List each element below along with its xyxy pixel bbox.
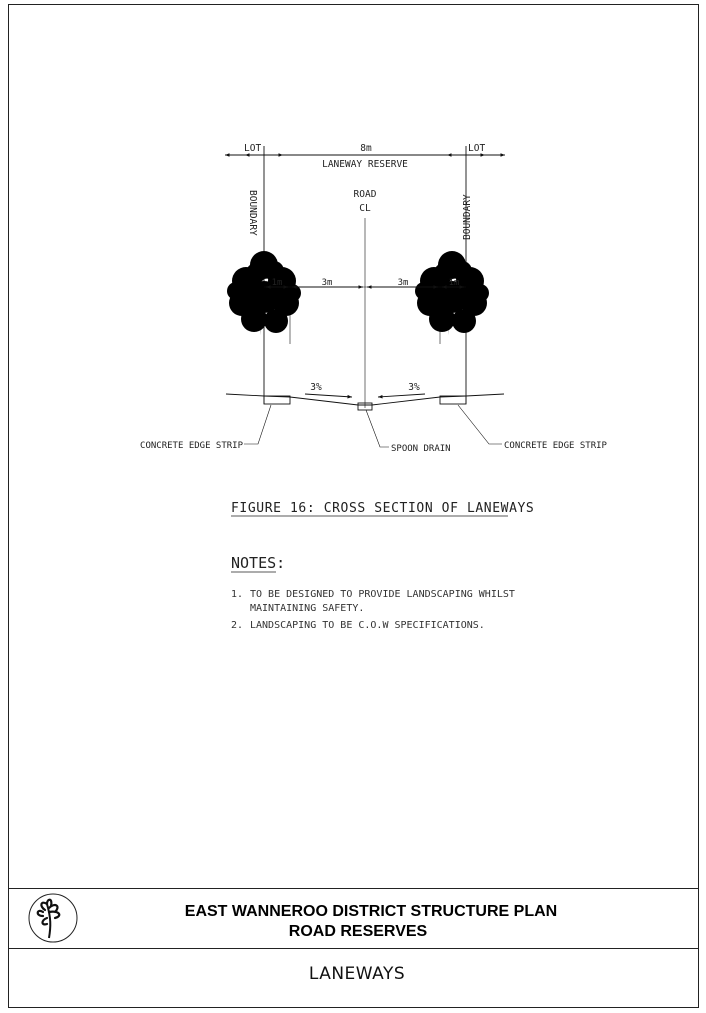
dim-left-3m: 3m: [321, 278, 333, 288]
grade-arrow-left: [305, 394, 352, 397]
cross-section-diagram: [140, 143, 607, 454]
dim-right-1m: 1m: [448, 278, 460, 288]
centreline-label: CL: [359, 203, 371, 214]
note-2-line-1: LANDSCAPING TO BE C.O.W SPECIFICATIONS.: [250, 620, 485, 631]
boundary-label-left: BOUNDARY: [247, 190, 258, 236]
lot-label-left: LOT: [244, 143, 262, 154]
callout-concrete-edge-right: CONCRETE EDGE STRIP: [504, 441, 607, 451]
reserve-width-label: 8m: [360, 143, 372, 154]
callout-leader-left: [244, 405, 271, 444]
title-block: [9, 889, 698, 985]
figure-caption: FIGURE 16: CROSS SECTION OF LANEWAYS: [231, 501, 535, 516]
title-line-2: ROAD RESERVES: [288, 923, 428, 940]
note-1-number: 1.: [231, 589, 244, 600]
note-1-line-2: MAINTAINING SAFETY.: [250, 603, 365, 614]
dim-left-1m: 1m: [271, 278, 283, 288]
callout-spoon-drain: SPOON DRAIN: [391, 444, 451, 454]
laneway-reserve-label: LANEWAY RESERVE: [322, 159, 408, 170]
grade-arrow-right: [378, 394, 425, 397]
sheet-subtitle: LANEWAYS: [308, 964, 406, 984]
dim-right-3m: 3m: [397, 278, 409, 288]
callout-leader-right: [458, 405, 502, 444]
tree-right-icon: [415, 251, 489, 403]
note-1-line-1: TO BE DESIGNED TO PROVIDE LANDSCAPING WHILST: [250, 589, 515, 600]
grade-right-label: 3%: [408, 382, 420, 393]
road-label: ROAD: [353, 189, 377, 200]
notes-heading: NOTES:: [231, 554, 286, 572]
note-2-number: 2.: [231, 620, 244, 631]
callout-leader-center: [366, 410, 389, 447]
kangaroo-paw-logo-icon: [29, 894, 77, 942]
grade-left-label: 3%: [310, 382, 322, 393]
title-line-1: EAST WANNEROO DISTRICT STRUCTURE PLAN: [184, 903, 558, 920]
callout-concrete-edge-left: CONCRETE EDGE STRIP: [140, 441, 243, 451]
boundary-label-right: BOUNDARY: [462, 194, 473, 240]
lot-label-right: LOT: [468, 143, 486, 154]
